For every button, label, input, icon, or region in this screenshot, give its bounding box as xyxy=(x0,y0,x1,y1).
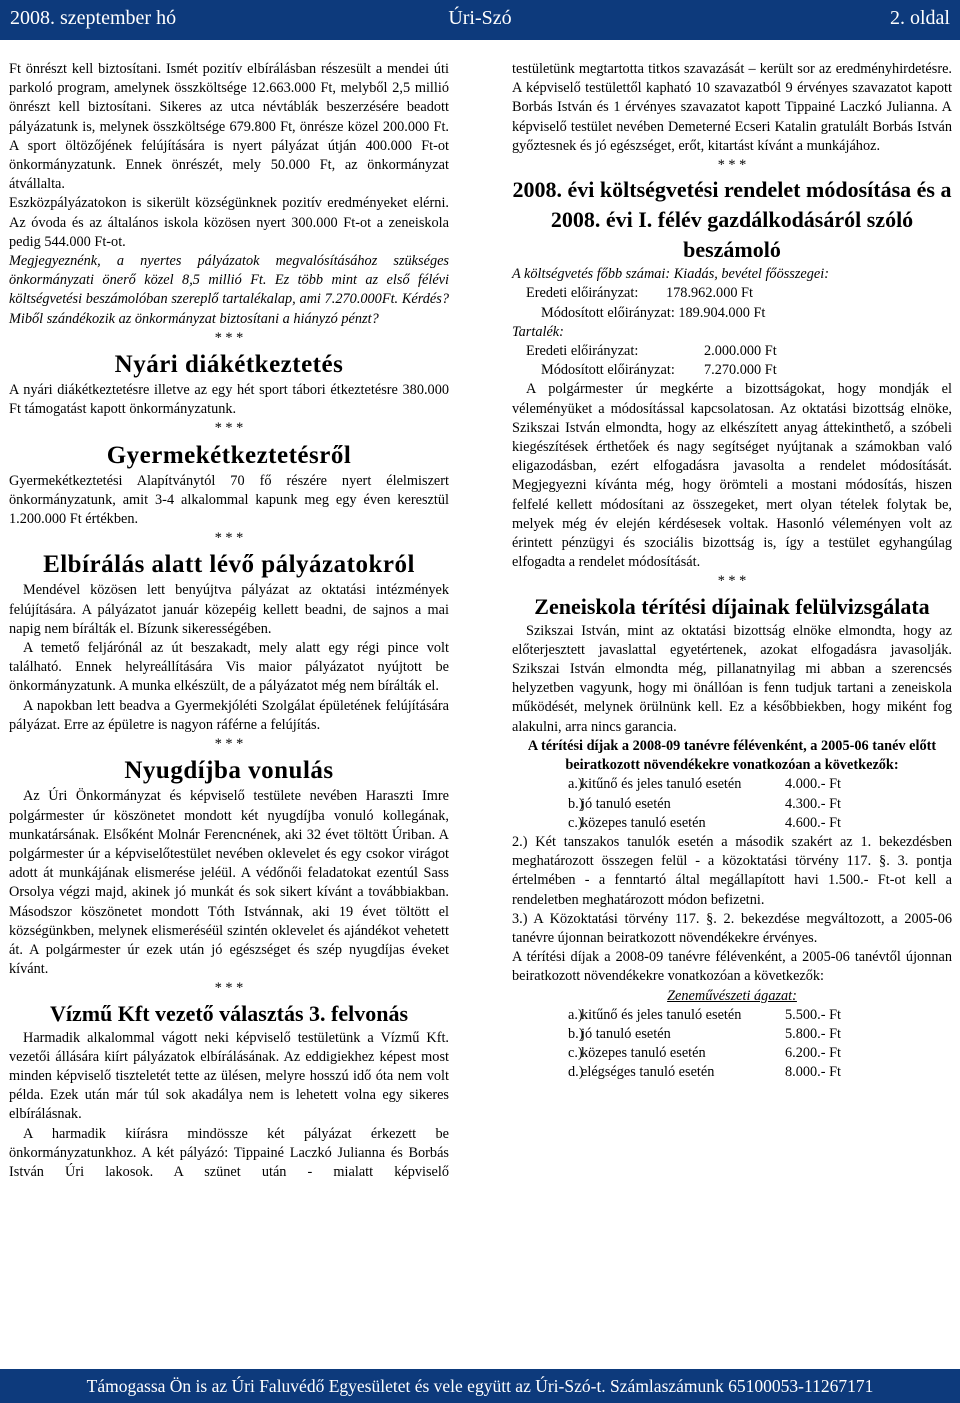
heading-nyugdij: Nyugdíjba vonulás xyxy=(124,757,334,785)
fee-row: b.) jó tanuló esetén 5.800.- Ft xyxy=(568,1025,842,1042)
separator-stars: * * * xyxy=(214,329,244,346)
separator-stars: * * * xyxy=(717,157,747,174)
separator-stars: * * * xyxy=(214,530,244,547)
paragraph: A napokban lett beadva a Gyermekjóléti Szolgálat épületének felújítására pályázat. Erre az épületre is nagyon ráférne a felújítás. xyxy=(9,697,449,733)
heading-vizmu: Vízmű Kft vezető választás 3. felvonás xyxy=(49,1000,409,1026)
paragraph: Szikszai István, mint az oktatási bizottság elnöke elmondta, hogy az előterjesztett javaslattal egyetértenek, azokat elfogadásra javasolják. Szikszai István elmondta még, pillanatnyilag mi abban a szerencsés helyzetben vagyunk, hogy mi önállóan is fenn tudjuk tartani a zeneiskola működését, melynek örülnünk kell. Ez a későbbiekben, hogy miként fog alakulni, arra nincs garancia. xyxy=(512,622,952,735)
newspaper-title: Úri-Szó xyxy=(448,7,512,29)
budget-row: Eredeti előirányzat: 178.962.000 Ft xyxy=(526,285,753,302)
agazat-label: Zeneművészeti ágazat: xyxy=(667,987,797,1004)
separator-stars: * * * xyxy=(214,420,244,437)
heading-gyermek: Gyermekétkeztetésről xyxy=(106,441,352,469)
budget-label: Tartalék: xyxy=(512,323,564,340)
left-column xyxy=(9,60,449,1182)
heading-zeneiskola: Zeneiskola térítési díjainak felülvizsgálata xyxy=(534,593,930,619)
fee-row: a.) kitűnő és jeles tanuló esetén 5.500.- Ft xyxy=(568,1006,842,1023)
fee-row: d.) elégséges tanuló esetén 8.000.- Ft xyxy=(568,1064,842,1081)
paragraph-italic: Megjegyeznénk, a nyertes pályázatok megvalósításához szükséges önkormányzati önerő közel 8,5 millió Ft. Ez több mint az első félévi költségvetési beszámolóban szereplő tartalékalap, ami 7.270.000Ft. Kérdés? Miből szándékozik az önkormányzat biztosítani a hiányzó pénzt? xyxy=(9,253,449,327)
fee-table-1 xyxy=(512,775,952,833)
paragraph: A temető feljárónál az út beszakadt, mely alatt egy régi pince volt található. Ennek helyreállítására Vis maior pályázatot nyújtott be önkormányzatunk. A munka elkészült, de a pályázatot még nem bírálták el. xyxy=(9,640,449,695)
paragraph: Ft önrészt kell biztosítani. Ismét pozitív elbírálásban részesült a mendei úti parkoló program, amelynek összköltsége 12.663.000 Ft, melyből 2,5 millió önrészt kell biztosítani. Sikeres az utca névtáblák beszerzésére beadott pályázatunk is, melynek összköltsége 679.800 Ft, önrésze közel 200.000 Ft. A sport öltözőjének felújítására is nyert pályázat útján 400.000 Ft-ot önkormányzatunk. Ennek önrészét, mely 50.000 Ft, az önkormányzat átvállalta. xyxy=(9,61,449,193)
budget-row: Módosított előirányzat: 7.270.000 Ft xyxy=(541,362,777,379)
separator-stars: * * * xyxy=(214,980,244,997)
paragraph: Eszközpályázatokon is sikerült községünknek pozitív eredményeket elérni. Az óvoda és az általános iskola közösen nyert 300.000 Ft-ot a zeneiskola pedig 544.000 Ft-ot. xyxy=(9,195,449,250)
heading-elbiralas: Elbírálás alatt lévő pályázatokról xyxy=(43,551,415,579)
paragraph: 3.) A Közoktatási törvény 117. §. 2. bekezdése megváltozott, a 2005-06 tanévre újonnan beiratkozott növendékekre érvényes. xyxy=(512,910,952,946)
fee-row: a.) kitűnő és jeles tanuló esetén 4.000.- Ft xyxy=(568,776,842,793)
paragraph: 2.) Két tanszakos tanulók esetén a második szakért az 1. bekezdésben meghatározott összegen felül - a közoktatási törvény 117. §. 3. pontja értelmében - a fenntartó által megállapított havi 1.500.- Ft-ot kell a rendeletben meghatározott módon befizetni. xyxy=(512,833,952,908)
paragraph: Gyermekétkeztetési Alapítványtól 70 fő részére nyert élelmiszert önkormányzatunk, amit 3-4 alkalommal kapunk meg egy éven keresztül 1.200.000 Ft értékben. xyxy=(9,472,449,528)
page-header xyxy=(0,0,960,40)
fee-note-bold: A térítési díjak a 2008-09 tanévre félévenként, a 2005-06 tanév előtt beiratkozott növendékekre vonatkozóan a következők: xyxy=(527,737,937,774)
issue-date: 2008. szeptember hó xyxy=(10,7,177,29)
fee-row: c.) közepes tanuló esetén 6.200.- Ft xyxy=(568,1045,842,1062)
fee-table-2 xyxy=(512,1006,952,1083)
paragraph: A polgármester úr megkérte a bizottságokat, hogy mondják el véleményüket a módosítással kapcsolatosan. Az oktatási bizottság elnöke, Szikszai István elmondta, hogy az elkészített anyag áttekinthető, a szóbeli kiegészítések érthetőek és nagy segítséget nyújtanak a számokban való eligazodásban, ezért elfogadásra javasolta a rendelet módosítását. Megjegyezni kívánta még, hogy örömteli a mostani módosítás, hiszen felfelé kellett módosítani az összegeket, mert olyan tételek folytak be, melyek még év elején kérdésesek voltak. Hasonló véleményen volt az érintett pénzügyi és szociális bizottság is, így a testület egyhangúlag elfogadta a rendelet módosítását. xyxy=(512,381,952,571)
page-footer: Támogassa Ön is az Úri Faluvédő Egyesületet és vele együtt az Úri-Szó-t. Számlaszámunk 65100053-11267171 xyxy=(0,1369,960,1403)
fee-row: c.) közepes tanuló esetén 4.600.- Ft xyxy=(568,814,842,831)
heading-nyari: Nyári diákétkeztetés xyxy=(114,351,344,379)
paragraph: Az Úri Önkormányzat és képviselő testülete nevében Haraszti Imre polgármester úr köszönetet mondott két nyugdíjba vonuló kollegának, munkatársának. Elsőként Molnár Ferencnének, aki 32 évet töltött Úriban. A polgármester úr a képviselőtestület nevében oklevelet és egy csokor virágot adott át munkájának elismerése jeléül. A védőnői feladatokat ezentúl Sass Orsolya végzi majd, akinek jó munkát és sok sikert kívánt a továbbiakban. Másodszor köszönetet mondott Tóth Istvánnak, aki 19 évet töltött el községünkben, melynek elismeréséül szintén oklevelet és ajándékot vehetett át. A polgármester úr ezek után jó egészséget és szép nyugdíjas éveket kívánt. xyxy=(9,788,449,978)
budget-row: Módosított előirányzat: 189.904.000 Ft xyxy=(541,304,766,321)
paragraph: A térítési díjak a 2008-09 tanévre félévenként, a 2005-06 tanévtől újonnan beiratkozott növendékekre vonatkozóan a következők: xyxy=(512,949,952,985)
paragraph: testületünk megtartotta titkos szavazását – került sor az eredményhirdetésre. A képviselő testülettől kapható 10 szavazatból 9 érvényes szavazatot kapott Borbás István és 1 érvényes szavazatot kapott Tippainé Laczkó Julianna. A képviselő testület nevében Demeterné Ecseri Katalin gratulált Borbás István győztesnek és jó egészséget, erőt, kitartást kívánt a munkájához. xyxy=(512,61,952,154)
separator-stars: * * * xyxy=(214,736,244,753)
paragraph: A harmadik kiírásra mindössze két pályázat érkezett be önkormányzatunkhoz. A két pályázó: Tippainé Laczkó Julianna és Borbás István Úri lakosok. A szünet után - mialatt képviselő xyxy=(9,1125,449,1180)
separator-stars: * * * xyxy=(717,573,747,590)
page-number: 2. oldal xyxy=(890,7,950,29)
right-column xyxy=(512,60,952,1083)
heading-koltsegvetes: 2008. évi költségvetési rendelet módosítása és a 2008. évi I. félév gazdálkodásáról szóló beszámoló xyxy=(512,177,952,263)
paragraph: A nyári diákétkeztetésre illetve az egy hét sport tábori étkeztetésre 380.000 Ft támogatást kapott önkormányzatunk. xyxy=(9,382,449,418)
paragraph: Harmadik alkalommal vágott neki képviselő testületünk a Vízmű Kft. vezetői állására kiírt pályázatok elbírálásának. Az eddigiekhez képest most minden képviselő tiszteletét tette az ülésen, melyre hosszú idő óta nem volt példa. Ezek után már túl sok akadálya nem is lehetett volna egy sikeres elbírálásnak. xyxy=(9,1029,449,1123)
budget-intro: A költségvetés főbb számai: Kiadás, bevétel főösszegei: xyxy=(512,266,829,283)
budget-row: Eredeti előirányzat: 2.000.000 Ft xyxy=(526,343,777,360)
fee-row: b.) jó tanuló esetén 4.300.- Ft xyxy=(568,795,842,812)
paragraph: Mendével közösen lett benyújtva pályázat az oktatási intézmények felújítására. A pályázatot január közepéig kellett beadni, de sajnos a mai napig nem bírálták el. Bízunk sikerességében. xyxy=(9,582,449,637)
